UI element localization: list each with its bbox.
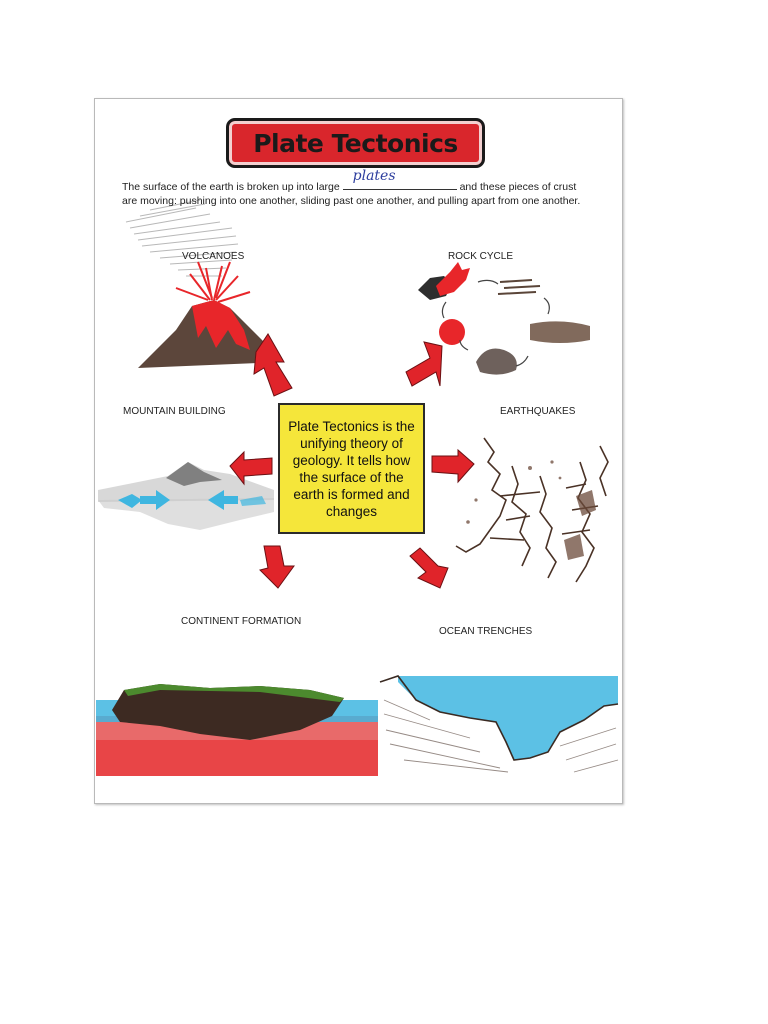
label-volcanoes: VOLCANOES [182,251,245,262]
fill-in-blank [343,168,457,190]
continent-formation-drawing [96,684,378,776]
label-continent-formation: CONTINENT FORMATION [181,616,302,627]
arrow-to-rock-cycle [406,342,442,386]
rock-cycle-drawing [418,262,590,375]
intro-text-after: and these pieces of crust are moving: pushing into one another, sliding past one another, and pulling apart from one another. [122,181,581,207]
central-concept-text: Plate Tectonics is the unifying theory of geology. It tells how the surface of the earth is formed and changes [288,418,415,519]
label-mountain-building: MOUNTAIN BUILDING [123,406,226,417]
arrow-to-ocean-trenches [410,548,448,588]
label-rock-cycle: ROCK CYCLE [448,251,514,262]
ocean-trench-drawing [380,676,618,772]
central-concept-box [278,403,425,534]
label-ocean-trenches: OCEAN TRENCHES [439,626,533,637]
arrow-to-continent-formation [260,546,294,588]
arrow-to-earthquakes [432,450,474,482]
blank-answer: plates [352,168,396,184]
intro-text-before: The surface of the earth is broken up into large [122,181,340,193]
intro-paragraph [122,168,590,208]
title-banner [226,118,485,168]
label-earthquakes: EARTHQUAKES [500,406,576,417]
page-title: Plate Tectonics [253,128,458,158]
earthquake-cracks-fill [466,460,596,560]
smoke-cloud [126,200,238,276]
